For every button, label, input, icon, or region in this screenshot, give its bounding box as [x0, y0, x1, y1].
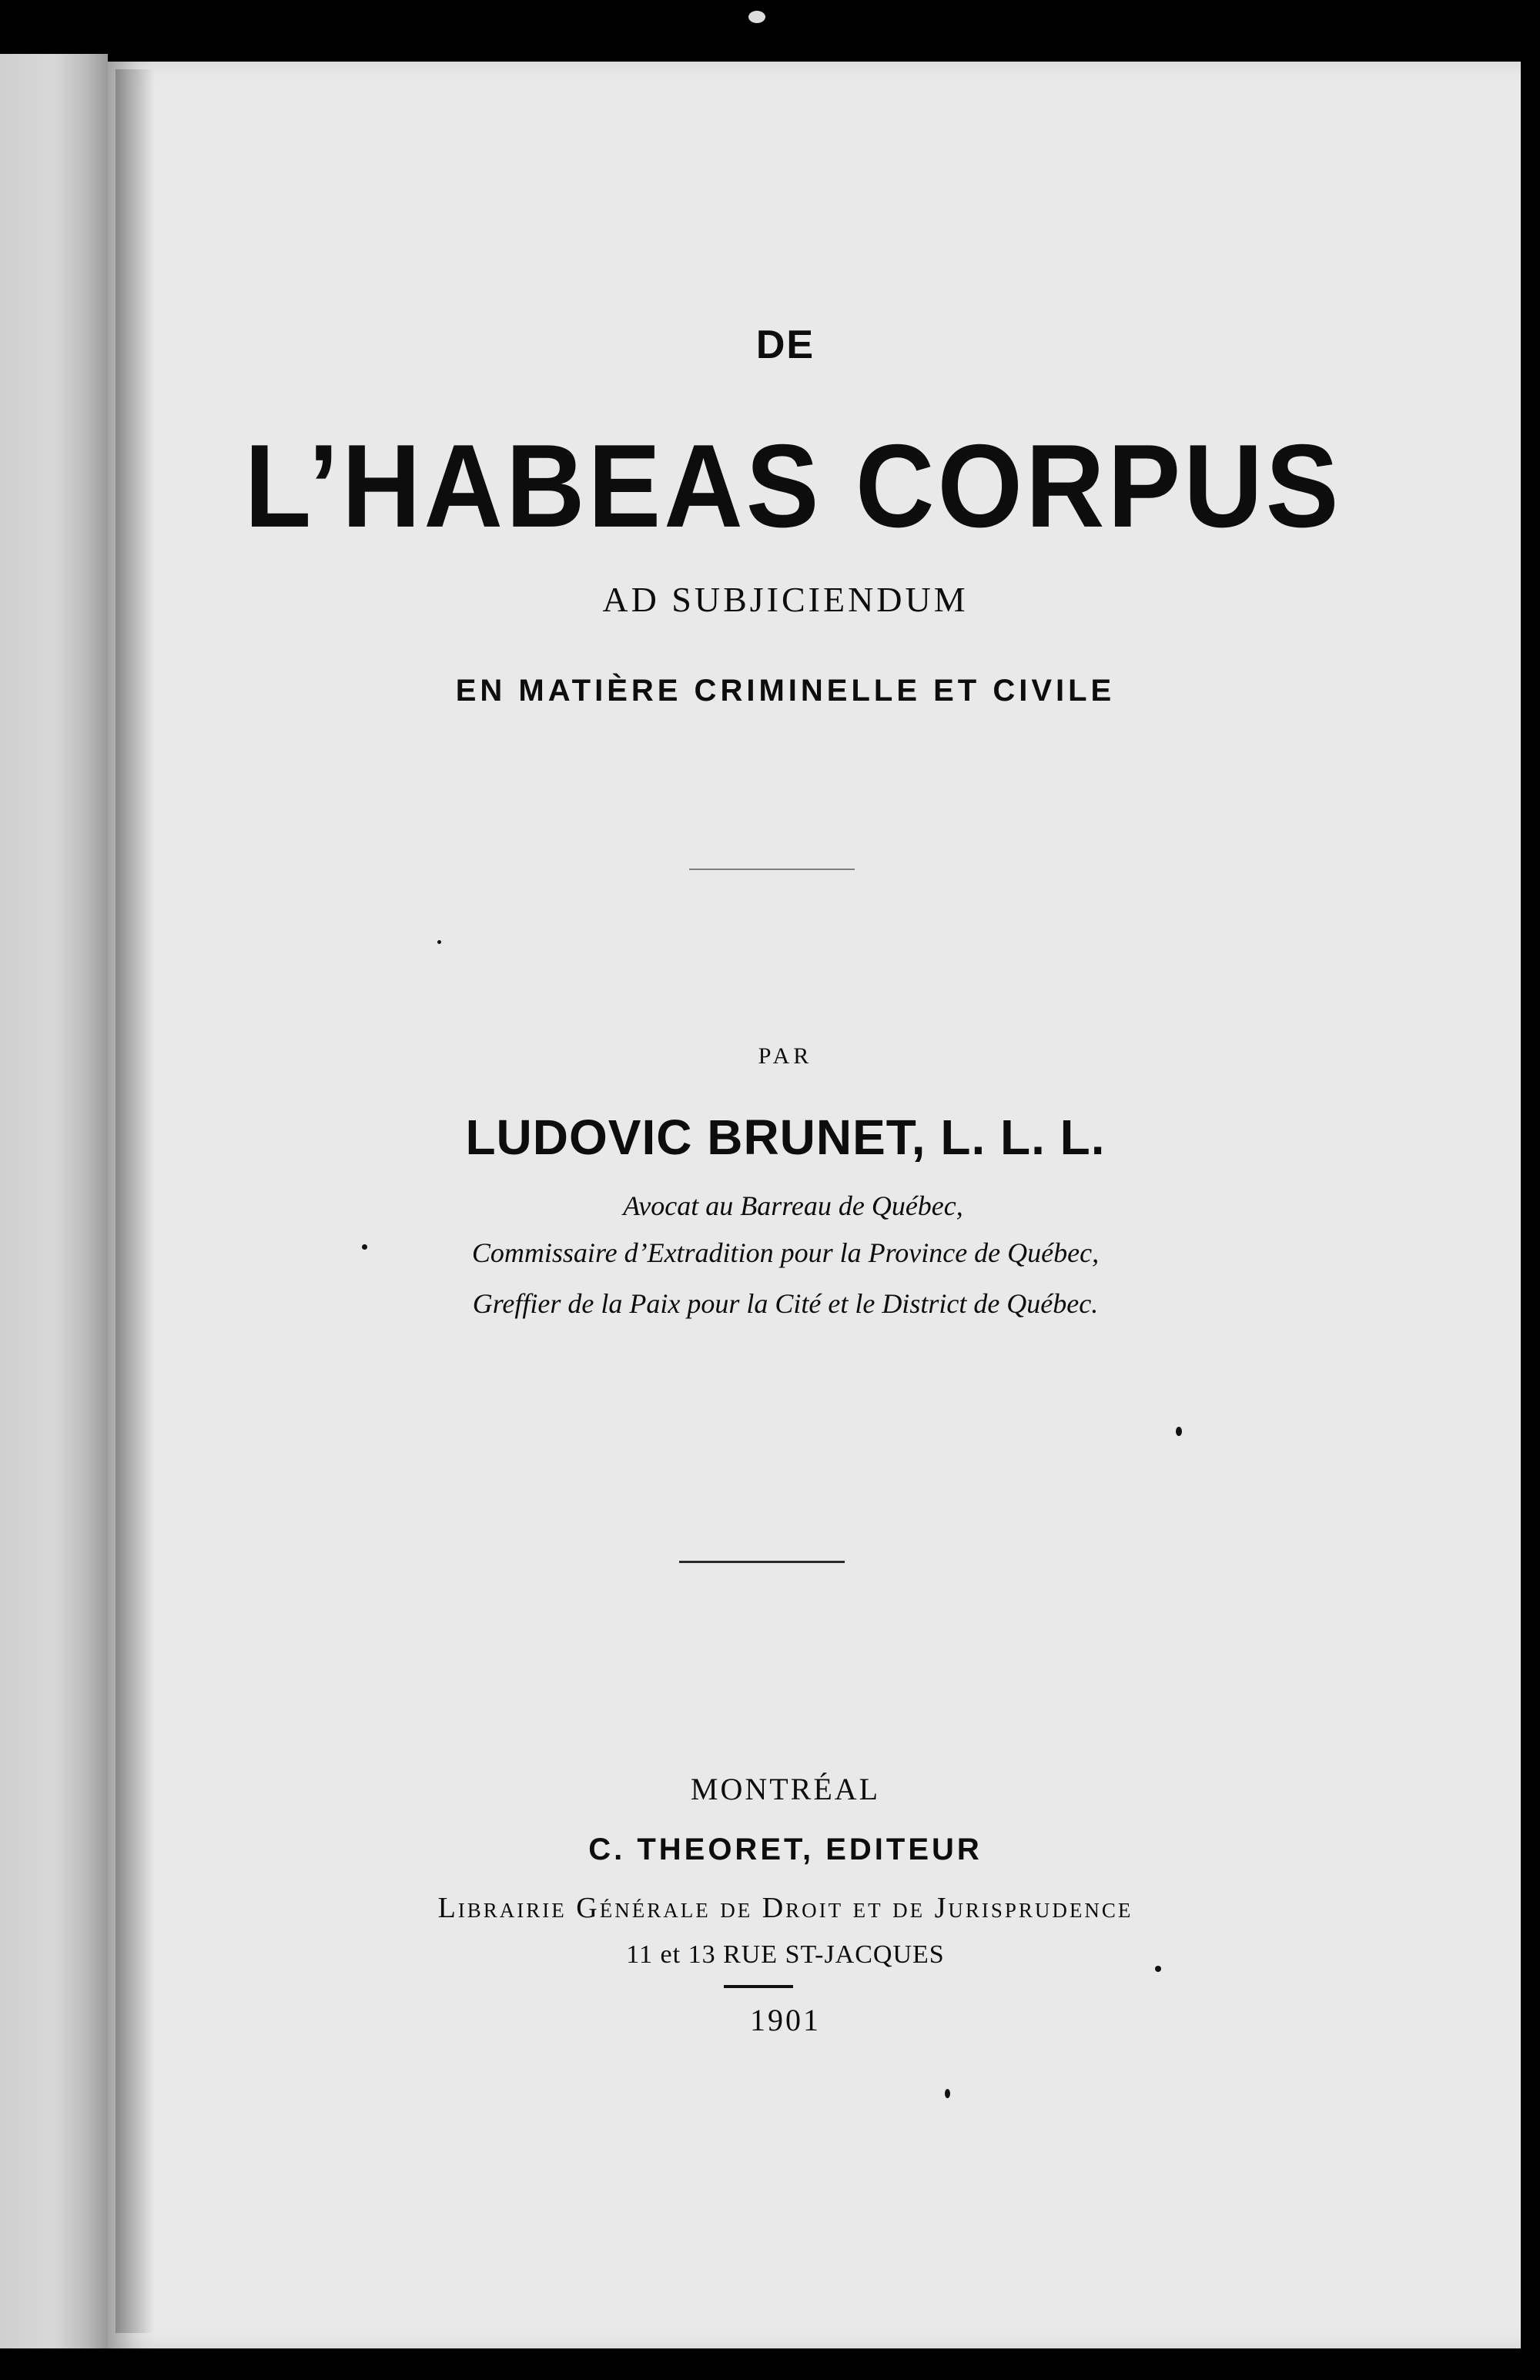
imprint-address: 11 et 13 RUE ST-JACQUES — [626, 1940, 945, 1969]
author-credential: Greffier de la Paix pour la Cité et le District de Québec. — [472, 1288, 1099, 1319]
imprint-city: MONTRÉAL — [690, 1772, 881, 1806]
imprint-year: 1901 — [750, 2003, 821, 2037]
scan-speck — [748, 11, 765, 23]
author-name: LUDOVIC BRUNET, L. L. L. — [465, 1110, 1106, 1165]
par-label: PAR — [758, 1043, 813, 1069]
scan-speck — [1176, 1427, 1182, 1436]
book-title: L’HABEAS CORPUS — [244, 420, 1342, 553]
imprint-library: Librairie Générale de Droit et de Jurisprudence — [437, 1892, 1133, 1924]
author-credential: Commissaire d’Extradition pour la Province de Québec, — [471, 1237, 1100, 1268]
divider-rule — [724, 1985, 793, 1988]
scan-speck — [362, 1244, 367, 1250]
scan-speck — [1155, 1966, 1161, 1972]
subtitle-subject: EN MATIÈRE CRIMINELLE ET CIVILE — [455, 674, 1116, 708]
subtitle: AD SUBJICIENDUM — [602, 580, 969, 619]
scan-speck — [945, 2089, 950, 2098]
imprint-publisher: C. THEORET, EDITEUR — [588, 1833, 983, 1866]
divider-rule — [689, 869, 855, 870]
divider-rule — [679, 1561, 845, 1563]
title-de: DE — [755, 323, 815, 367]
author-credential: Avocat au Barreau de Québec, — [623, 1190, 963, 1221]
scan-speck — [437, 940, 441, 944]
